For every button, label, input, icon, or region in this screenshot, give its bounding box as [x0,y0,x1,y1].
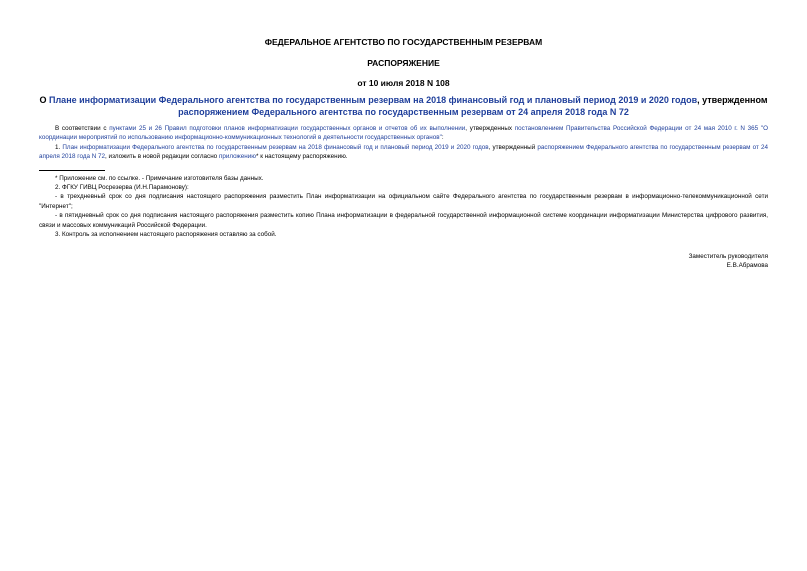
para1-text-1: В соответствии с [55,125,110,132]
signatory-name: Е.В.Абрамова [726,262,768,270]
agency-name: ФЕДЕРАЛЬНОЕ АГЕНТСТВО ПО ГОСУДАРСТВЕННЫМ РЕЗЕРВАМ [264,37,543,47]
document-date: от 10 июля 2018 N 108 [357,78,450,88]
link-government-decree[interactable]: постановлением Правительства Российской Федерации от 24 мая 2010 г. N 365 "О координации мероприятий по использованию информационно-коммуникационных технологий в деятельности государственных органов" [39,125,769,142]
para2-text-3: , изложить в новой редакции согласно [105,153,219,161]
paragraph-item-2: 2. ФГКУ ГИВЦ Росрезерва (И.Н.Парамонову): [55,184,189,192]
signatory-position: Заместитель руководителя [688,253,768,260]
paragraph-item-3: 3. Контроль за исполнением настоящего распоряжения оставляю за собой. [55,231,277,239]
title-middle: , утвержденном [697,95,768,105]
document-type: РАСПОРЯЖЕНИЕ [367,58,440,68]
footnote-divider [39,170,105,171]
title-link-plan[interactable]: Плане информатизации Федерального агентства по государственным резервам на 2018 финансовый год и плановый период 2019 и 2020 годов [49,95,698,105]
title-link-order[interactable]: распоряжением Федерального агентства по государственным резервам от 24 апреля 2018 года N 72 [178,107,629,117]
link-appendix[interactable]: приложению [218,153,256,161]
link-plan[interactable]: План информатизации Федерального агентства по государственным резервам на 2018 финансовый год и плановый период 2019 и 2020 годов [62,143,489,151]
document-title [39,94,768,118]
para2-text-4: * к настоящему распоряжению. [256,153,348,161]
paragraph-item-2-sub-1: - в трехдневный срок со дня подписания настоящего распоряжения разместить План информатизации на официальном сайте Федерального агентства по государственным резервам в информационно-телекоммуникационной сети "Интернет"; [39,193,768,210]
paragraph-item-1 [39,143,768,162]
para2-text-1: 1. [55,143,63,151]
footnote: * Приложение см. по ссылке. - Примечание изготовителя базы данных. [55,174,264,182]
para1-text-4: : [441,134,444,142]
title-prefix: О [39,95,49,105]
paragraph-item-2-sub-2: - в пятидневный срок со дня подписания настоящего распоряжения разместить копию Плана информатизации в федеральной государственной информационной системе координации информатизации Министерства цифрового развития, связи и массовых коммуникаций Российской Федерации. [39,212,768,229]
link-order-72[interactable]: распоряжением Федерального агентства по государственным резервам от 24 апреля 2018 года N 72 [39,143,768,161]
signature-block [689,252,768,271]
para2-text-2: , утвержденный [488,143,538,151]
para1-text-3: , утвержденных [465,125,515,132]
link-rules[interactable]: Правил подготовки планов информатизации государственных органов и отчетов об их выполнении [164,125,466,132]
link-points-25-26[interactable]: пунктами 25 и 26 [109,125,162,132]
paragraph-basis [39,124,768,143]
document-body [39,124,768,239]
